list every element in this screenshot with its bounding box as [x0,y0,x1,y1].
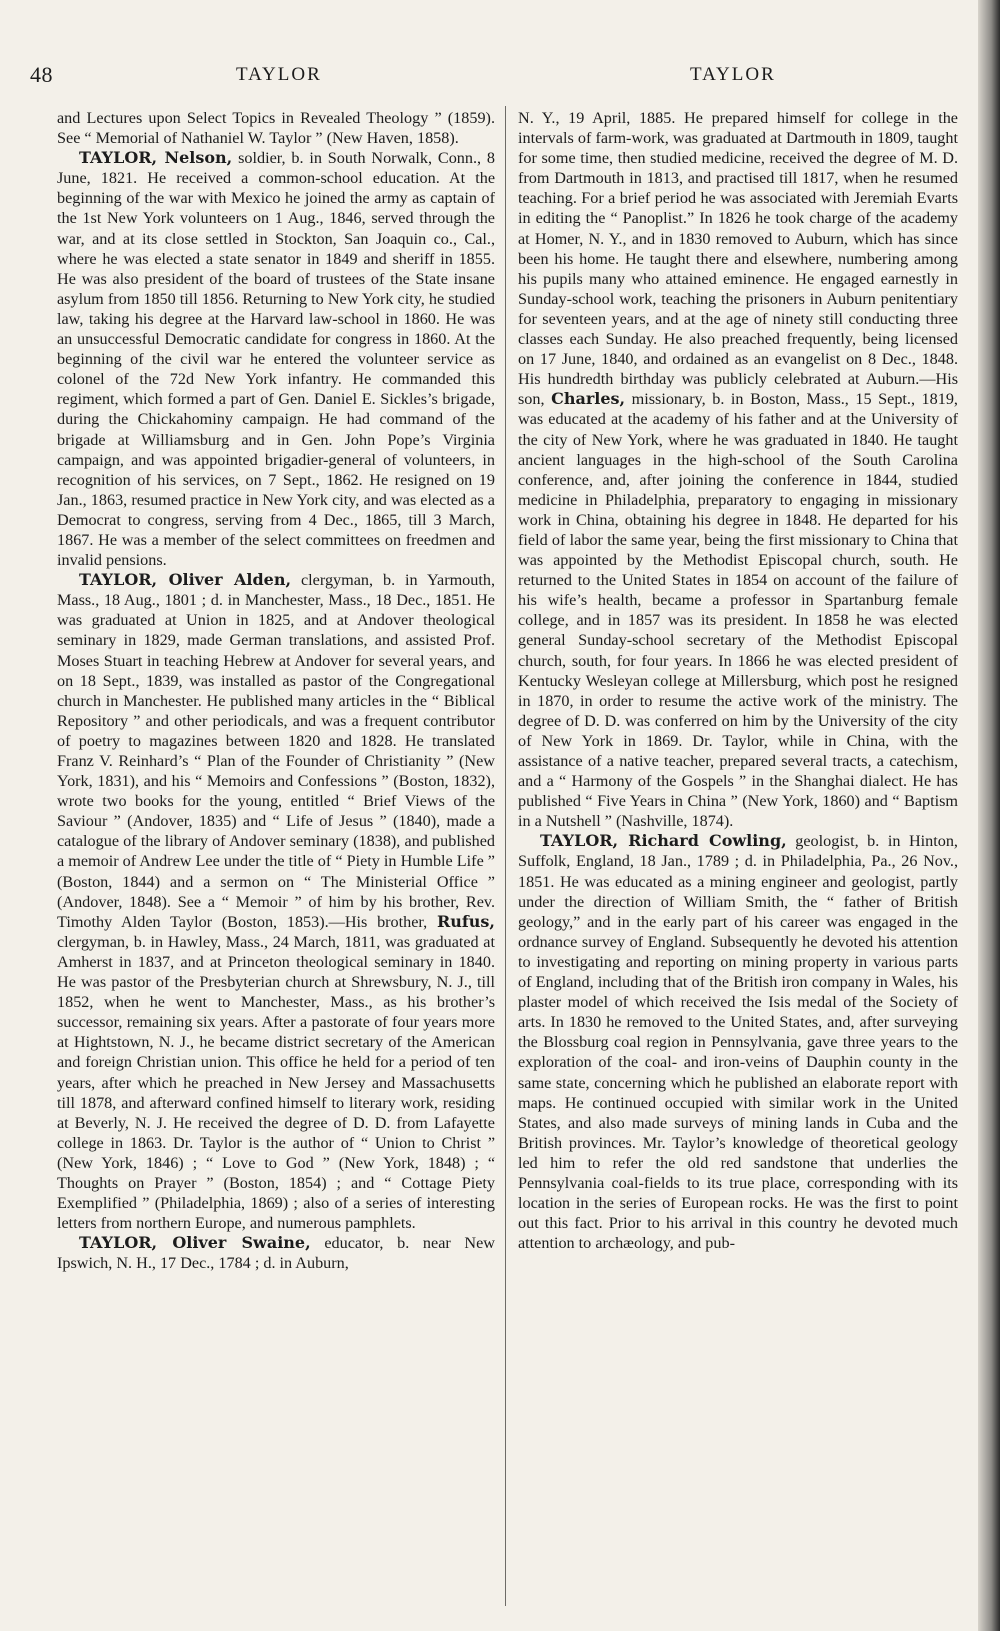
continued-entry-text: and Lectures upon Select Topics in Revealed Theology ” (1859). See “ Memorial of Nathaniel W. Taylor ” (New Haven, 1858). [57,109,495,148]
entry-body: soldier, b. in South Norwalk, Conn., 8 June, 1821. He received a common-school education. At the beginning of the war with Mexico he joined the army as captain of the 1st New York volunteers on 1 Aug., 1846, served through the war, and at its close settled in Stockton, San Joaquin co., Cal., where he was elected a state senator in 1849 and sheriff in 1855. He was also president of the board of trustees of the State insane asylum from 1850 till 1856. Returning to New York city, he studied law, taking his degree at the Harvard law-school in 1860. He was an unsuccessful Democratic candidate for congress in 1860. At the beginning of the civil war he entered the volunteer service as colonel of the 72d New York infantry. He commanded this regiment, which formed a part of Gen. Daniel E. Sickles’s brigade, during the Chickahominy campaign. He had command of the brigade at Williamsburg and in Gen. John Pope’s Virginia campaign, and was appointed brigadier-general of volunteers, in recognition of his services, on 7 Sept., 1862. He resigned on 19 Jan., 1863, resumed practice in New York city, and was elected as a Democrat to congress, serving from 4 Dec., 1865, till 3 March, 1867. He was a member of the select committees on freedmen and invalid pensions. [57,149,495,570]
entry-heading: TAYLOR, Nelson, [79,148,233,168]
left-column [57,108,495,1273]
sub-entry-heading: Charles, [551,389,626,409]
entry-oliver-swaine-continued [518,108,958,831]
entry-richard-cowling-taylor [518,831,958,1253]
running-head-left: TAYLOR [236,64,322,85]
entry-heading: TAYLOR, Richard Cowling, [540,831,787,851]
entry-body: educator, b. near New Ipswich, N. H., 17 Dec., 1784 ; d. in Auburn, [57,1234,495,1273]
entry-body: clergyman, b. in Hawley, Mass., 24 March, 1811, was graduated at Amherst in 1837, and at Princeton theological seminary in 1840. He was pastor of the Presbyterian church at Shrewsbury, N. J., till 1852, when he went to Manchester, Mass., as his brother’s successor, remaining six years. After a pastorate of four years more at Hightstown, N. J., he became district secretary of the American and foreign Christian union. This office he held for a period of ten years, after which he preached in New Jersey and Massachusetts till 1878, and afterward confined himself to literary work, residing at Beverly, N. J. He received the degree of D. D. from Lafayette college in 1863. Dr. Taylor is the author of “ Union to Christ ” (New York, 1846) ; “ Love to God ” (New York, 1848) ; “ Thoughts on Prayer ” (Boston, 1854) ; and “ Cottage Piety Exemplified ” (Philadelphia, 1869) ; also of a series of interesting letters from northern Europe, and numerous pamphlets. [57,932,495,1233]
entry-body: clergyman, b. in Yarmouth, Mass., 18 Aug., 1801 ; d. in Manchester, Mass., 18 Dec., 1851. He was graduated at Union in 1825, and at Andover theological seminary in 1829, made German translations, and assisted Prof. Moses Stuart in teaching Hebrew at Andover for several years, and on 18 Sept., 1839, was installed as pastor of the Congregational church in Manchester. He published many articles in the “ Biblical Repository ” and other periodicals, and was a frequent contributor of poetry to magazines between 1820 and 1828. He translated Franz V. Reinhard’s “ Plan of the Founder of Christianity ” (New York, 1831), and his “ Memoirs and Confessions ” (Boston, 1832), wrote two books for the young, entitled “ Brief Views of the Saviour ” (Andover, 1835) and “ Life of Jesus ” (1840), made a catalogue of the library of Andover seminary (1838), and published a memoir of Andrew Lee under the title of “ Piety in Humble Life ” (Boston, 1844) and a sermon on “ The Ministerial Office ” (Andover, 1848). See a “ Memoir ” of him by his brother, Rev. Timothy Alden Taylor (Boston, 1853).—His brother, [57,571,496,931]
entry-heading: TAYLOR, Oliver Swaine, [79,1233,311,1253]
page-number: 48 [30,62,53,87]
sub-entry-heading: Rufus, [436,911,495,931]
page-edge-shadow [978,0,1000,1631]
entry-body: N. Y., 19 April, 1885. He prepared himself for college in the intervals of farm-work, was graduated at Dartmouth in 1809, taught for some time, then studied medicine, received the degree of M. D. from Dartmouth in 1813, and practised till 1817, when he resumed teaching. For a brief period he was associated with Jeremiah Evarts in editing the “ Panoplist.” In 1826 he took charge of the academy at Homer, N. Y., and in 1830 removed to Auburn, which has since been his home. He taught there and elsewhere, numbering among his pupils many who attained eminence. He engaged earnestly in Sunday-school work, teaching the prisoners in Auburn penitentiary for seventeen years, and at the age of ninety still conducting three classes each Sunday. He also preached frequently, being licensed on 17 June, 1840, and ordained as an evangelist on 8 Dec., 1848. His hundredth birthday was publicly celebrated at Auburn.—His son, [518,109,958,409]
entry-body: geologist, b. in Hinton, Suffolk, England, 18 Jan., 1789 ; d. in Philadelphia, Pa., 26 Nov., 1851. He was educated as a mining engineer and geologist, partly under the direction of William Smith, the “ father of British geology,” and in the early part of his career was engaged in the ordnance survey of England. Subsequently he devoted his attention to investigating and reporting on mining property in various parts of England, including that of the British iron company in Wales, his plaster model of which received the Isis medal of the Society of arts. In 1830 he removed to the United States, and, after surveying the Blossburg coal region in Pennsylvania, gave three years to the exploration of the coal- and iron-veins of Dauphin county in the same state, concerning which he published an elaborate report with maps. He continued occupied with similar work in the United States, and also made surveys of mining lands in Cuba and the British provinces. Mr. Taylor’s knowledge of theoretical geology led him to refer the old red sandstone that underlies the Pennsylvania coal-fields to its true place, corresponding with its location in the series of European rocks. He was the first to point out this fact. Prior to his arrival in this country he devoted much attention to archæology, and pub- [518,832,958,1253]
entry-oliver-swaine-taylor [57,1233,495,1273]
entry-heading: TAYLOR, Oliver Alden, [79,570,292,590]
entry-body: missionary, b. in Boston, Mass., 15 Sept., 1819, was educated at the academy of his father and at the University of the city of New York, where he was graduated in 1840. He taught ancient languages in the high-school of the South Carolina conference, and, after joining the conference in 1844, studied medicine in Philadelphia, preparatory to engaging in missionary work in China, obtaining his degree in 1848. He departed for his field of labor the same year, being the first missionary to China that was appointed by the Methodist Episcopal church, south. He returned to the United States in 1854 on account of the failure of his wife’s health, became a professor in Spartanburg female college, and in 1857 was its president. In 1858 he was elected general Sunday-school secretary of the Methodist Episcopal church, south, for four years. In 1866 he was elected president of Kentucky Wesleyan college at Millersburg, which post he resigned in 1870, in order to resume the active work of the ministry. The degree of D. D. was conferred on him by the University of the city of New York in 1869. Dr. Taylor, while in China, with the assistance of a native teacher, prepared several tracts, a catechism, and a “ Harmony of the Gospels ” in the Shanghai dialect. He has published “ Five Years in China ” (New York, 1860) and “ Baptism in a Nutshell ” (Nashville, 1874). [518,390,958,831]
running-head-right: TAYLOR [690,64,776,85]
entry-nelson-taylor [57,148,495,570]
entry-oliver-alden-taylor [57,570,495,1233]
column-divider [505,106,506,1606]
right-column [518,108,958,1253]
